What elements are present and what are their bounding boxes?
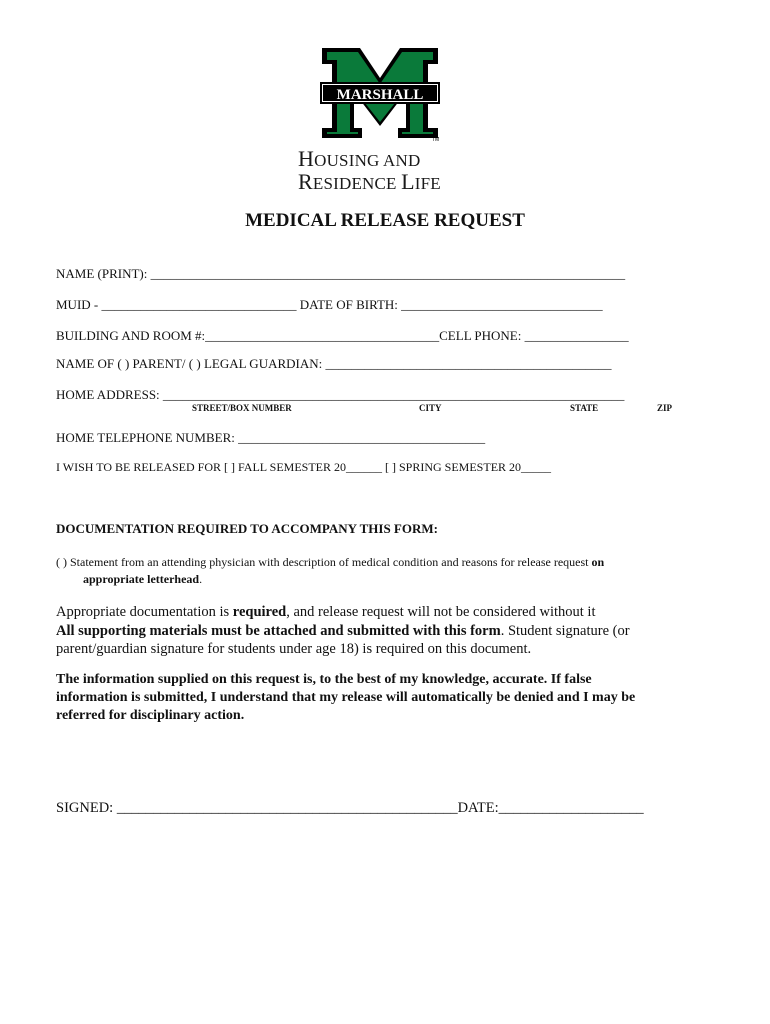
home-address-field[interactable]: HOME ADDRESS: _______________________________________________________________________ bbox=[56, 387, 625, 402]
declaration-line-3: referred for disciplinary action. bbox=[56, 708, 245, 723]
home-phone-field[interactable]: HOME TELEPHONE NUMBER: ______________________________________ bbox=[56, 430, 486, 445]
muid-dob-field[interactable]: MUID - ______________________________ DATE OF BIRTH: _______________________________ bbox=[56, 297, 603, 312]
logo-line-residence: RESIDENCE LIFE bbox=[298, 169, 441, 194]
address-sub-zip: ZIP bbox=[657, 403, 673, 413]
documentation-heading: DOCUMENTATION REQUIRED TO ACCOMPANY THIS FORM: bbox=[56, 521, 438, 536]
documentation-item: ( ) Statement from an attending physician with description of medical condition and reasons for release request on bbox=[56, 555, 605, 569]
semester-selection[interactable]: I WISH TO BE RELEASED FOR [ ] FALL SEMESTER 20______ [ ] SPRING SEMESTER 20_____ bbox=[56, 460, 552, 474]
documentation-item-continued: appropriate letterhead. bbox=[83, 572, 203, 586]
address-sub-state: STATE bbox=[570, 403, 599, 413]
address-sub-city: CITY bbox=[419, 403, 442, 413]
building-cell-field[interactable]: BUILDING AND ROOM #:____________________________________CELL PHONE: ________________ bbox=[56, 328, 629, 343]
signature-date-field[interactable]: SIGNED: _______________________________________________DATE:____________________ bbox=[56, 800, 644, 816]
logo-trademark: TM bbox=[432, 137, 440, 142]
logo-line-housing: HOUSING AND bbox=[298, 146, 421, 171]
address-sub-street: STREET/BOX NUMBER bbox=[192, 403, 292, 413]
declaration-line-1: The information supplied on this request is, to the best of my knowledge, accurate. If false bbox=[56, 672, 592, 687]
notice-line-2: All supporting materials must be attached and submitted with this form. Student signature (or bbox=[56, 623, 630, 639]
logo-wordmark: MARSHALL bbox=[336, 87, 424, 103]
parent-guardian-field[interactable]: NAME OF ( ) PARENT/ ( ) LEGAL GUARDIAN: ____________________________________________ bbox=[56, 356, 612, 371]
marshall-logo bbox=[320, 46, 440, 142]
notice-line-3: parent/guardian signature for students under age 18) is required on this document. bbox=[56, 641, 532, 657]
page-title: MEDICAL RELEASE REQUEST bbox=[245, 210, 525, 231]
declaration-line-2: information is submitted, I understand that my release will automatically be denied and I may be bbox=[56, 690, 636, 705]
name-field[interactable]: NAME (PRINT): _________________________________________________________________________ bbox=[56, 266, 626, 281]
notice-line-1: Appropriate documentation is required, and release request will not be considered without it bbox=[56, 604, 596, 620]
